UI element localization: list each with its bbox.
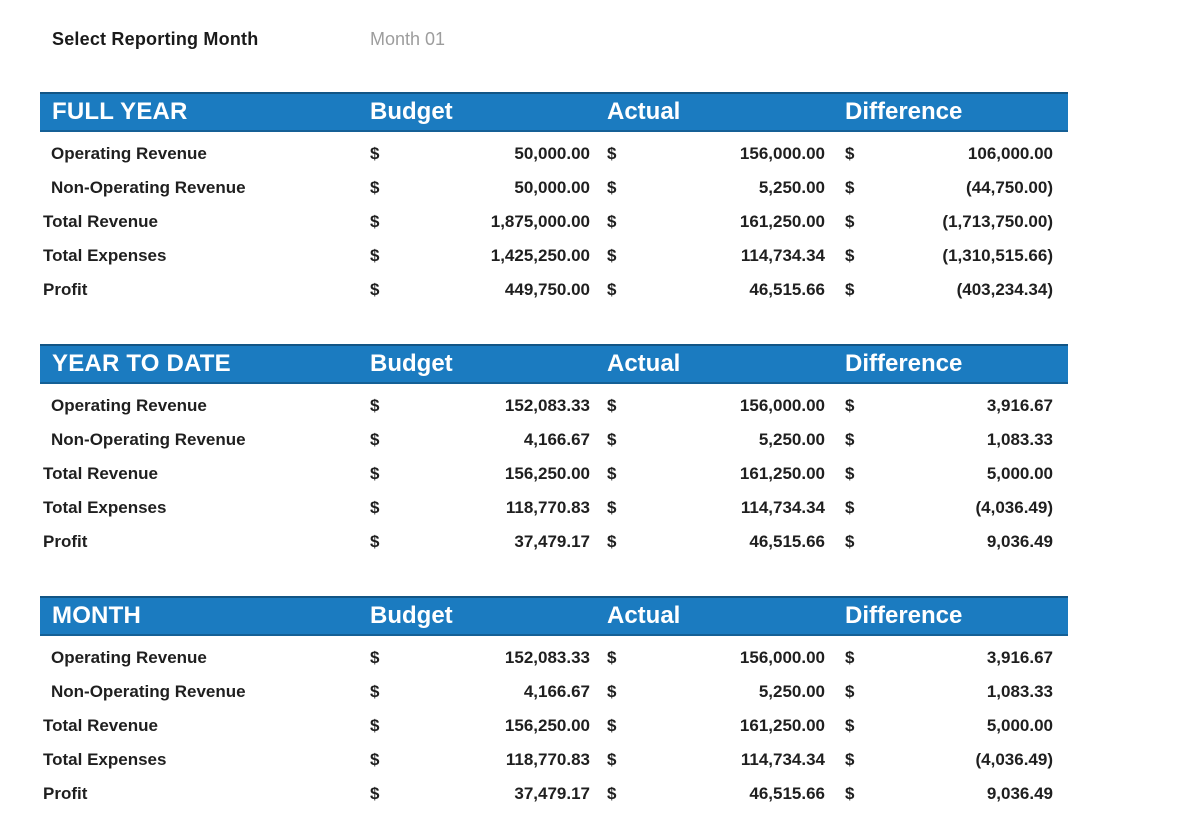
- reporting-month-selector[interactable]: Month 01: [370, 29, 446, 49]
- currency-symbol: $: [845, 784, 855, 803]
- column-header-difference: Difference: [845, 350, 963, 377]
- actual-value: 161,250.00: [739, 212, 825, 231]
- actual-value: 114,734.34: [740, 750, 825, 769]
- currency-symbol: $: [607, 750, 617, 769]
- currency-symbol: $: [370, 430, 380, 449]
- table-row: [40, 273, 1068, 307]
- table-row: [40, 743, 1068, 777]
- currency-symbol: $: [370, 212, 380, 231]
- table-year-to-date: [40, 344, 1068, 559]
- currency-symbol: $: [845, 178, 855, 197]
- currency-symbol: $: [370, 716, 380, 735]
- budget-value: 1,425,250.00: [490, 246, 590, 265]
- row-label: Non-Operating Revenue: [51, 178, 246, 197]
- currency-symbol: $: [607, 280, 617, 299]
- difference-value: 9,036.49: [986, 532, 1053, 551]
- row-label: Total Revenue: [43, 716, 158, 735]
- actual-value: 5,250.00: [758, 430, 825, 449]
- table-full-year: [40, 92, 1068, 307]
- currency-symbol: $: [370, 178, 380, 197]
- currency-symbol: $: [370, 648, 380, 667]
- actual-value: 5,250.00: [758, 682, 825, 701]
- currency-symbol: $: [607, 212, 617, 231]
- currency-symbol: $: [607, 498, 617, 517]
- budget-value: 118,770.83: [505, 498, 590, 517]
- row-label: Operating Revenue: [51, 648, 207, 667]
- budget-value: 156,250.00: [504, 464, 590, 483]
- actual-value: 5,250.00: [758, 178, 825, 197]
- currency-symbol: $: [845, 212, 855, 231]
- budget-value: 37,479.17: [514, 532, 590, 551]
- difference-value: 5,000.00: [986, 716, 1053, 735]
- currency-symbol: $: [370, 396, 380, 415]
- row-label: Total Expenses: [43, 750, 167, 769]
- currency-symbol: $: [370, 246, 380, 265]
- table-row: [40, 205, 1068, 239]
- difference-value: 1,083.33: [986, 430, 1053, 449]
- difference-value: (1,310,515.66): [942, 246, 1053, 265]
- currency-symbol: $: [607, 682, 617, 701]
- currency-symbol: $: [607, 532, 617, 551]
- row-label: Profit: [43, 280, 88, 299]
- currency-symbol: $: [607, 716, 617, 735]
- row-label: Profit: [43, 532, 88, 551]
- table-header: [40, 344, 1068, 384]
- currency-symbol: $: [370, 498, 380, 517]
- table-row: [40, 137, 1068, 171]
- budget-value: 449,750.00: [504, 280, 590, 299]
- table-row: [40, 525, 1068, 559]
- currency-symbol: $: [845, 682, 855, 701]
- column-header-actual: Actual: [607, 602, 681, 629]
- currency-symbol: $: [845, 430, 855, 449]
- row-label: Non-Operating Revenue: [51, 430, 246, 449]
- actual-value: 156,000.00: [739, 648, 825, 667]
- currency-symbol: $: [607, 178, 617, 197]
- currency-symbol: $: [845, 144, 855, 163]
- table-row: [40, 491, 1068, 525]
- difference-value: (403,234.34): [956, 280, 1053, 299]
- row-label: Total Revenue: [43, 464, 158, 483]
- column-header-budget: Budget: [370, 350, 453, 377]
- row-label: Non-Operating Revenue: [51, 682, 246, 701]
- budget-value: 152,083.33: [504, 396, 590, 415]
- actual-value: 156,000.00: [739, 396, 825, 415]
- difference-value: 3,916.67: [986, 648, 1053, 667]
- difference-value: 106,000.00: [967, 144, 1053, 163]
- row-label: Total Expenses: [43, 498, 167, 517]
- actual-value: 46,515.66: [749, 532, 825, 551]
- row-label: Total Revenue: [43, 212, 158, 231]
- budget-value: 37,479.17: [514, 784, 590, 803]
- actual-value: 161,250.00: [739, 716, 825, 735]
- table-row: [40, 389, 1068, 423]
- column-header-actual: Actual: [607, 98, 681, 125]
- column-header-difference: Difference: [845, 602, 963, 629]
- budget-value: 4,166.67: [523, 682, 590, 701]
- budget-value: 50,000.00: [514, 144, 590, 163]
- table-row: [40, 171, 1068, 205]
- budget-value: 152,083.33: [504, 648, 590, 667]
- table-month: [40, 596, 1068, 811]
- difference-value: (1,713,750.00): [942, 212, 1053, 231]
- actual-value: 114,734.34: [740, 498, 825, 517]
- row-label: Profit: [43, 784, 88, 803]
- table-body: [40, 132, 1068, 307]
- table-row: [40, 423, 1068, 457]
- currency-symbol: $: [845, 716, 855, 735]
- currency-symbol: $: [370, 750, 380, 769]
- table-row: [40, 239, 1068, 273]
- table-row: [40, 675, 1068, 709]
- difference-value: 5,000.00: [986, 464, 1053, 483]
- column-header-budget: Budget: [370, 98, 453, 125]
- table-header: [40, 92, 1068, 132]
- actual-value: 46,515.66: [749, 784, 825, 803]
- difference-value: 1,083.33: [986, 682, 1053, 701]
- column-header-actual: Actual: [607, 350, 681, 377]
- currency-symbol: $: [607, 144, 617, 163]
- currency-symbol: $: [845, 246, 855, 265]
- table-row: [40, 777, 1068, 811]
- currency-symbol: $: [370, 532, 380, 551]
- table-row: [40, 457, 1068, 491]
- row-label: Operating Revenue: [51, 144, 207, 163]
- actual-value: 114,734.34: [740, 246, 825, 265]
- currency-symbol: $: [607, 784, 617, 803]
- table-row: [40, 709, 1068, 743]
- currency-symbol: $: [845, 648, 855, 667]
- difference-value: 9,036.49: [986, 784, 1053, 803]
- table-title: MONTH: [52, 602, 141, 629]
- currency-symbol: $: [845, 464, 855, 483]
- currency-symbol: $: [845, 396, 855, 415]
- currency-symbol: $: [607, 396, 617, 415]
- budget-value: 4,166.67: [523, 430, 590, 449]
- table-body: [40, 636, 1068, 811]
- currency-symbol: $: [845, 498, 855, 517]
- currency-symbol: $: [607, 430, 617, 449]
- currency-symbol: $: [607, 648, 617, 667]
- budget-value: 118,770.83: [505, 750, 590, 769]
- budget-value: 1,875,000.00: [490, 212, 590, 231]
- table-body: [40, 384, 1068, 559]
- currency-symbol: $: [370, 784, 380, 803]
- row-label: Operating Revenue: [51, 396, 207, 415]
- difference-value: (4,036.49): [975, 750, 1053, 769]
- actual-value: 46,515.66: [749, 280, 825, 299]
- actual-value: 156,000.00: [739, 144, 825, 163]
- actual-value: 161,250.00: [739, 464, 825, 483]
- currency-symbol: $: [370, 280, 380, 299]
- currency-symbol: $: [845, 532, 855, 551]
- difference-value: 3,916.67: [986, 396, 1053, 415]
- currency-symbol: $: [607, 246, 617, 265]
- table-title: YEAR TO DATE: [52, 350, 231, 377]
- table-title: FULL YEAR: [52, 98, 188, 125]
- budget-value: 50,000.00: [514, 178, 590, 197]
- currency-symbol: $: [845, 750, 855, 769]
- currency-symbol: $: [370, 144, 380, 163]
- column-header-difference: Difference: [845, 98, 963, 125]
- table-header: [40, 596, 1068, 636]
- difference-value: (44,750.00): [966, 178, 1053, 197]
- select-reporting-month-label: Select Reporting Month: [52, 29, 259, 49]
- column-header-budget: Budget: [370, 602, 453, 629]
- difference-value: (4,036.49): [975, 498, 1053, 517]
- currency-symbol: $: [607, 464, 617, 483]
- currency-symbol: $: [845, 280, 855, 299]
- currency-symbol: $: [370, 682, 380, 701]
- table-row: [40, 641, 1068, 675]
- currency-symbol: $: [370, 464, 380, 483]
- budget-value: 156,250.00: [504, 716, 590, 735]
- row-label: Total Expenses: [43, 246, 167, 265]
